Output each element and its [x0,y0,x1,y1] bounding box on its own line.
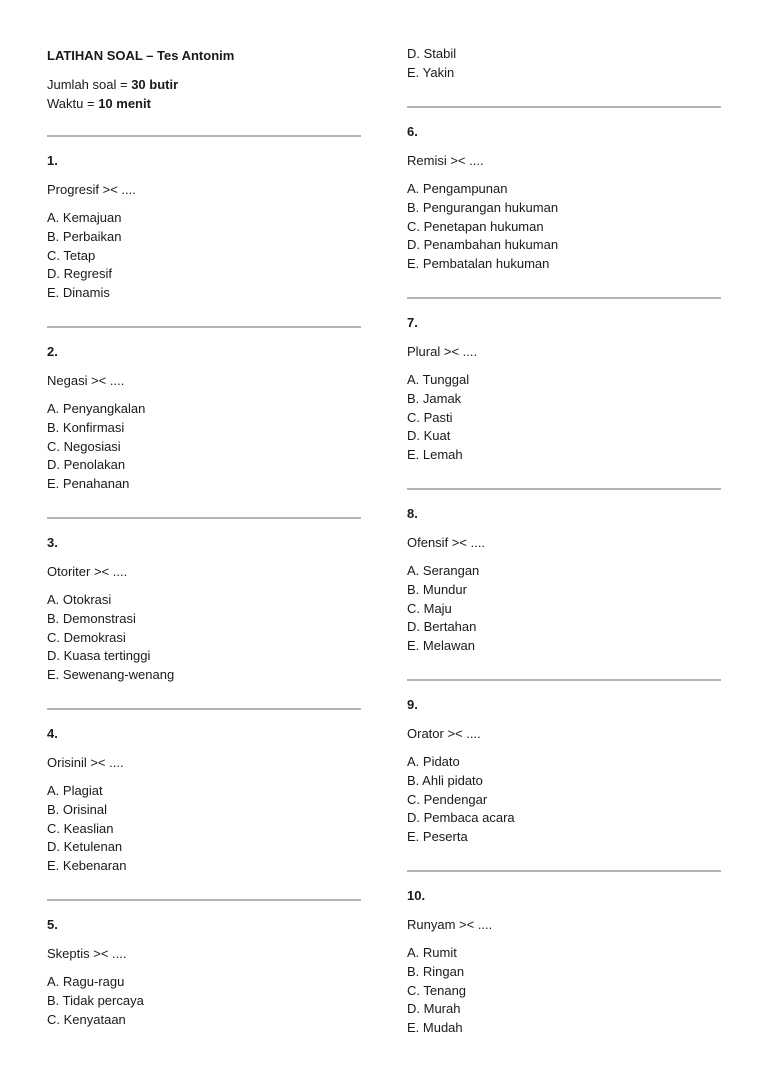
option-list [47,400,145,494]
option-d: D. Kuasa tertinggi [47,648,151,664]
count-value: 30 butir [131,77,179,92]
question-number: 9. [407,697,418,712]
option-list-continued [407,45,456,83]
option-e: E. Mudah [407,1020,463,1035]
time-label: Waktu = [47,96,99,111]
option-e: E. Peserta [407,829,468,844]
option-c: C. Pasti [407,409,453,425]
question-number: 1. [47,153,58,168]
question-prompt: Orisinil >< .... [47,755,124,770]
option-a: A. Ragu-ragu [47,974,125,989]
divider [407,679,721,681]
option-c: C. Penetapan hukuman [407,218,544,234]
question-prompt: Plural >< .... [407,344,478,359]
option-b: B. Jamak [407,390,462,406]
question-number: 8. [407,506,418,521]
option-b: B. Ringan [407,963,465,979]
option-d: D. Penambahan hukuman [407,237,559,253]
option-b: B. Orisinal [47,801,107,817]
divider [47,326,361,328]
option-d: D. Ketulenan [47,839,123,855]
divider [407,488,721,490]
option-c: C. Tetap [47,247,96,263]
option-c: C. Kenyataan [47,1011,126,1027]
divider [407,106,721,108]
option-list [47,973,144,1029]
option-e: E. Pembatalan hukuman [407,256,550,271]
option-d: D. Kuat [407,428,451,444]
option-d: D. Pembaca acara [407,810,515,826]
divider [407,297,721,299]
option-b: B. Konfirmasi [47,419,125,435]
question-prompt: Progresif >< .... [47,182,136,197]
option-b: B. Demonstrasi [47,610,136,626]
option-c: C. Keaslian [47,820,114,836]
question-prompt: Negasi >< .... [47,373,125,388]
option-b: B. Tidak percaya [47,992,144,1008]
count-label: Jumlah soal = [47,77,132,92]
option-list [407,562,479,656]
question-prompt: Remisi >< .... [407,153,484,168]
option-c: C. Pendengar [407,791,488,807]
option-list [407,180,558,274]
option-list [47,591,174,685]
option-b: B. Mundur [407,581,467,597]
option-e: E. Kebenaran [47,858,127,873]
option-a: A. Rumit [407,945,457,960]
option-e: E. Lemah [407,447,463,462]
question-number: 7. [407,315,418,330]
option-e: E. Melawan [407,638,475,653]
option-a: A. Otokrasi [47,592,112,607]
question-count [47,77,178,93]
option-b: B. Perbaikan [47,228,122,244]
option-c: C. Demokrasi [47,629,126,645]
option-list [407,753,515,847]
question-number: 5. [47,917,58,932]
question-number: 4. [47,726,58,741]
option-a: A. Serangan [407,563,480,578]
divider [47,517,361,519]
option-c: C. Tenang [407,982,467,998]
option-list [407,944,466,1038]
time-limit [47,96,151,112]
question-number: 3. [47,535,58,550]
page-title: LATIHAN SOAL – Tes Antonim [47,48,235,63]
option-a: A. Pengampunan [407,181,508,196]
option-e: E. Sewenang-wenang [47,667,175,682]
option-list [47,209,121,303]
option-a: A. Pidato [407,754,460,769]
option-a: A. Kemajuan [47,210,122,225]
question-prompt: Orator >< .... [407,726,481,741]
option-e: E. Dinamis [47,285,110,300]
option-d: D. Bertahan [407,619,477,635]
question-number: 6. [407,124,418,139]
question-number: 2. [47,344,58,359]
question-prompt: Skeptis >< .... [47,946,127,961]
question-prompt: Ofensif >< .... [407,535,486,550]
question-prompt: Otoriter >< .... [47,564,128,579]
option-b: B. Pengurangan hukuman [407,199,559,215]
divider [47,899,361,901]
question-prompt: Runyam >< .... [407,917,493,932]
option-c: C. Negosiasi [47,438,121,454]
option-e: E. Penahanan [47,476,130,491]
divider [47,708,361,710]
option-list [47,782,127,876]
option-d: D. Stabil [407,46,457,61]
option-b: B. Ahli pidato [407,772,483,788]
option-c: C. Maju [407,600,452,616]
option-list [407,371,469,465]
option-e: E. Yakin [407,64,455,80]
option-d: D. Regresif [47,266,113,282]
option-a: A. Plagiat [47,783,103,798]
question-number: 10. [407,888,426,903]
option-a: A. Tunggal [407,372,470,387]
divider [47,135,361,137]
option-d: D. Penolakan [47,457,126,473]
divider [407,870,721,872]
time-value: 10 menit [98,96,151,111]
option-a: A. Penyangkalan [47,401,146,416]
option-d: D. Murah [407,1001,461,1017]
